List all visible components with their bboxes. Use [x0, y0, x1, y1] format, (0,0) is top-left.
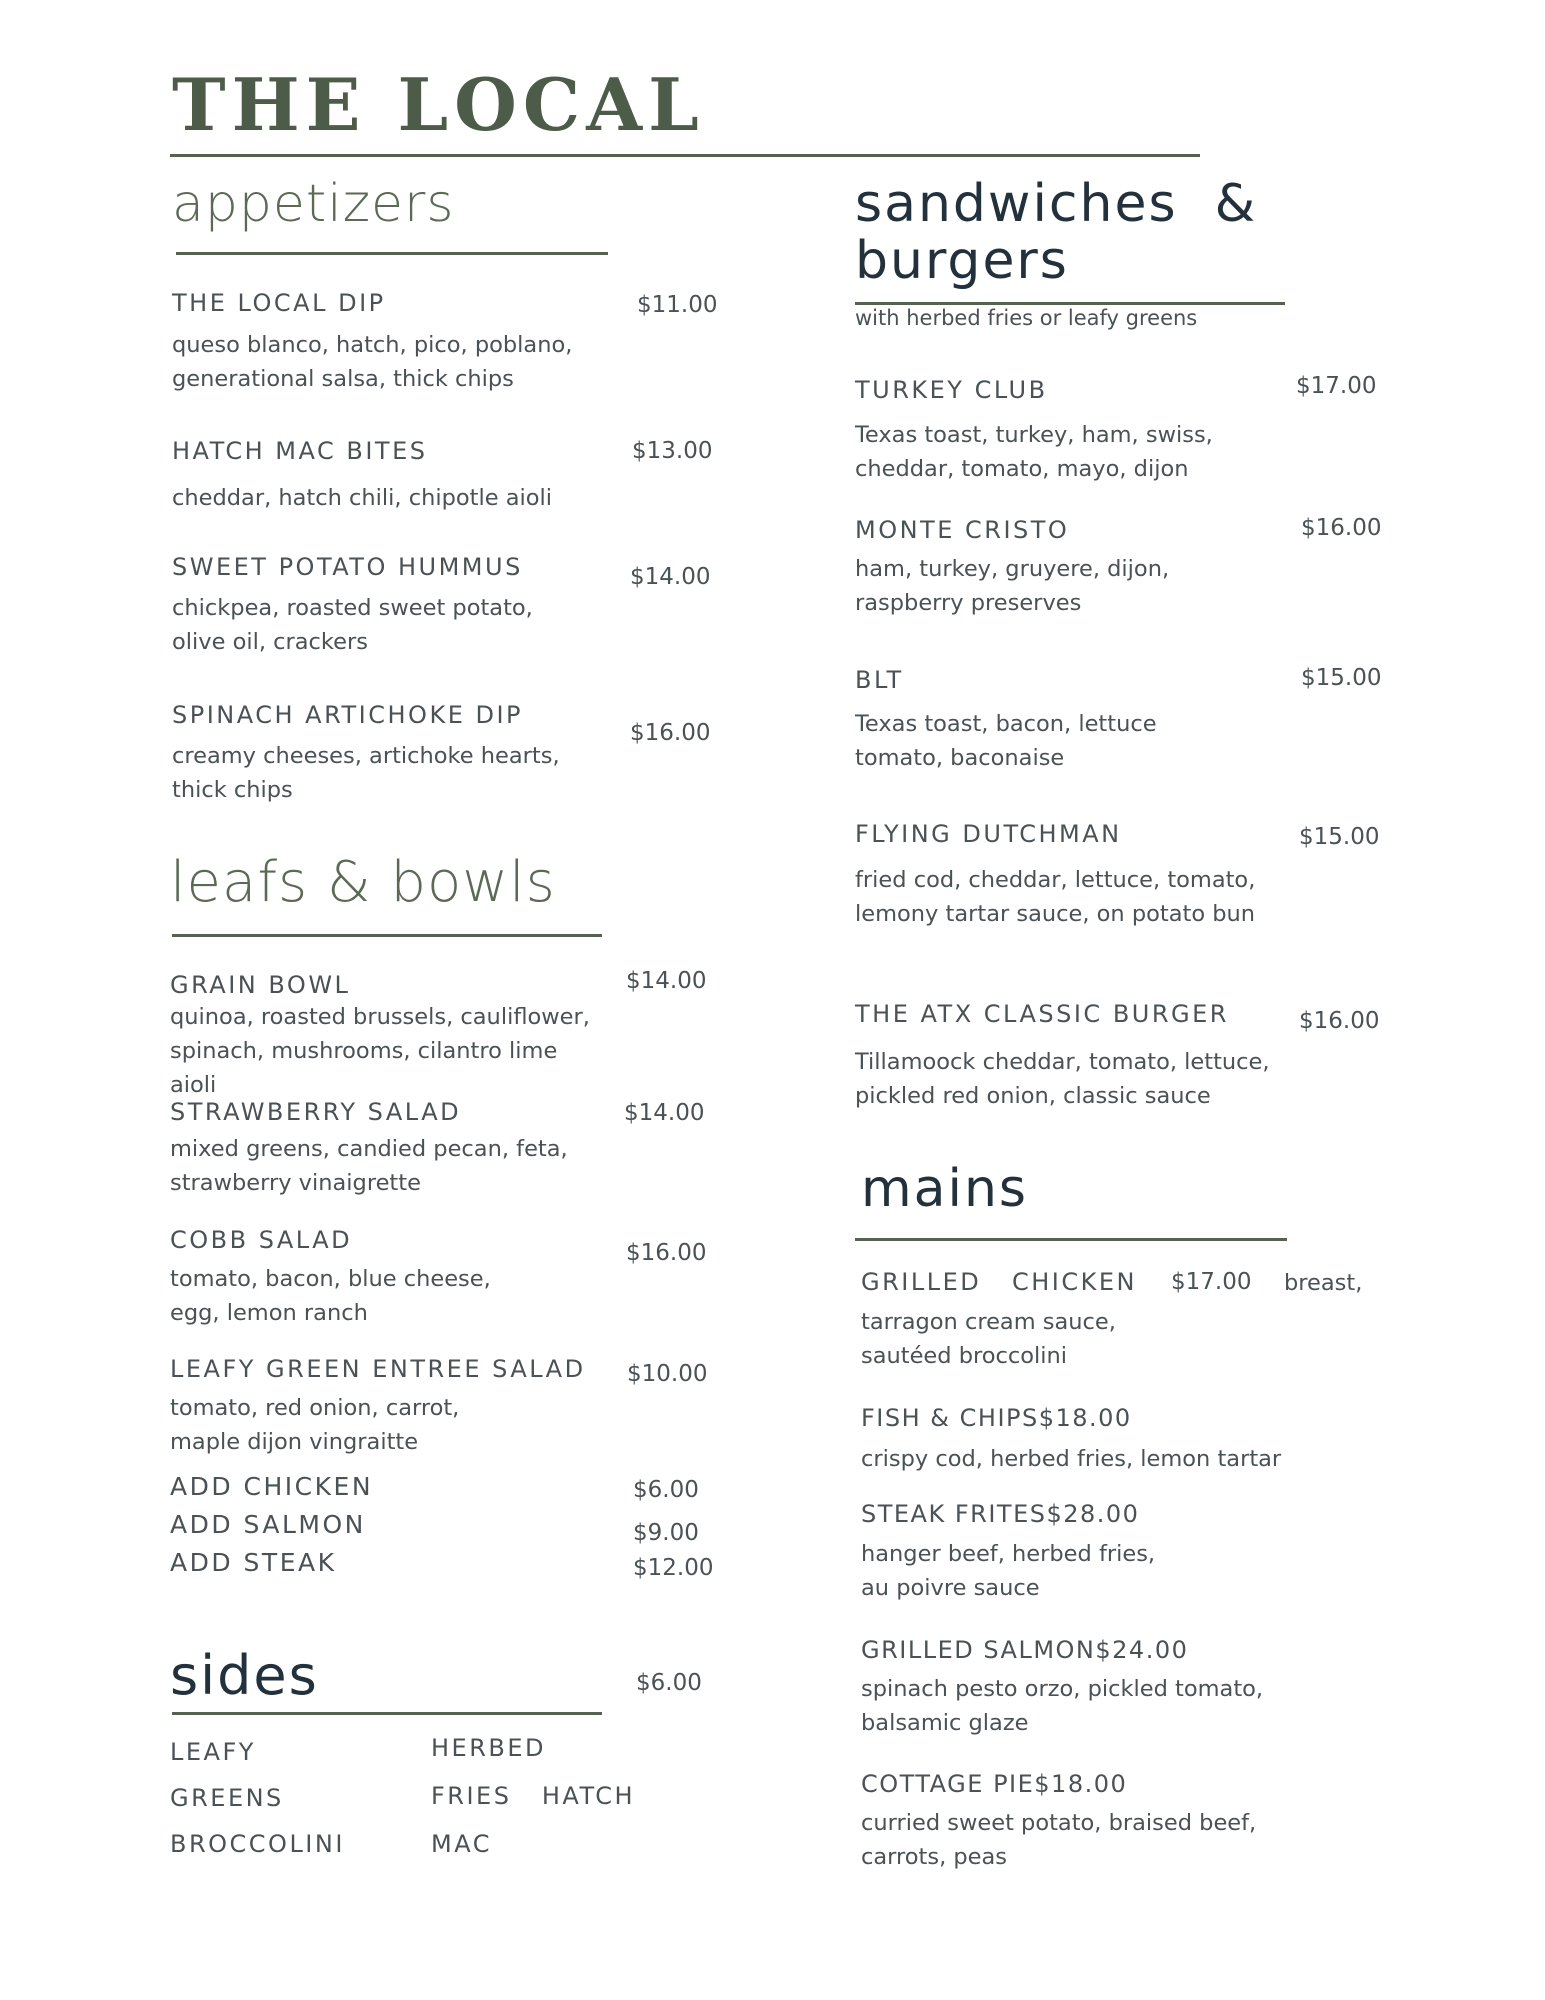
- item-description: tarragon cream sauce, sautéed broccolini: [861, 1309, 1116, 1369]
- item-price: $15.00: [1299, 824, 1380, 850]
- item-description: ham, turkey, gruyere, dijon, raspberry preserves: [855, 556, 1170, 616]
- item-name: HATCH MAC BITES: [172, 437, 428, 465]
- item-name: LEAFY GREEN ENTREE SALAD: [170, 1355, 586, 1383]
- item-description: Texas toast, turkey, ham, swiss, cheddar, tomato, mayo, dijon: [855, 422, 1213, 482]
- item-price: $14.00: [630, 564, 711, 590]
- item-name: GRAIN BOWL: [170, 971, 351, 999]
- item-price: $17.00: [1171, 1269, 1252, 1295]
- item-price: $10.00: [627, 1361, 708, 1387]
- side-item: LEAFY: [170, 1738, 256, 1766]
- item-name: SPINACH ARTICHOKE DIP: [172, 701, 524, 729]
- section-heading-appetizers: appetizers: [172, 174, 455, 234]
- item-price: $13.00: [632, 438, 713, 464]
- item-description: creamy cheeses, artichoke hearts, thick chips: [172, 743, 560, 803]
- item-description: tomato, red onion, carrot, maple dijon vingraitte: [170, 1395, 460, 1455]
- leafs-bowls-rule: [172, 934, 602, 937]
- addon-item: ADD SALMON: [170, 1510, 366, 1539]
- item-description: chickpea, roasted sweet potato, olive oil, crackers: [172, 595, 533, 655]
- section-heading-burgers: burgers: [855, 231, 1069, 291]
- side-item: HERBED: [431, 1734, 546, 1762]
- item-title: FISH & CHIPS$18.00: [861, 1404, 1132, 1432]
- item-description: hanger beef, herbed fries, au poivre sauce: [861, 1541, 1156, 1601]
- item-title: COTTAGE PIE$18.00: [861, 1770, 1128, 1798]
- item-name-part: CHICKEN: [1012, 1268, 1137, 1296]
- mains-rule: [855, 1238, 1287, 1241]
- item-description: curried sweet potato, braised beef, carrots, peas: [861, 1810, 1257, 1870]
- item-description: Tillamoock cheddar, tomato, lettuce, pickled red onion, classic sauce: [855, 1049, 1270, 1109]
- item-price: $14.00: [624, 1100, 705, 1126]
- item-name: SWEET POTATO HUMMUS: [172, 553, 523, 581]
- sides-rule: [172, 1712, 602, 1715]
- item-price: $16.00: [626, 1240, 707, 1266]
- appetizers-rule: [176, 252, 608, 255]
- item-description: mixed greens, candied pecan, feta, strawberry vinaigrette: [170, 1136, 568, 1196]
- restaurant-title: THE LOCAL: [172, 62, 705, 147]
- sides-price: $6.00: [636, 1670, 702, 1696]
- item-description: quinoa, roasted brussels, cauliflower, spinach, mushrooms, cilantro lime aioli: [170, 1004, 590, 1098]
- item-price: $16.00: [630, 720, 711, 746]
- item-title: STEAK FRITES$28.00: [861, 1500, 1140, 1528]
- side-item: FRIES HATCH: [431, 1782, 636, 1810]
- item-name: THE ATX CLASSIC BURGER: [855, 1000, 1229, 1028]
- item-name: MONTE CRISTO: [855, 516, 1070, 544]
- item-price: $16.00: [1301, 515, 1382, 541]
- item-name: THE LOCAL DIP: [172, 289, 386, 317]
- side-item: GREENS: [170, 1784, 284, 1812]
- item-description: queso blanco, hatch, pico, poblano, generational salsa, thick chips: [172, 332, 573, 392]
- side-item: BROCCOLINI: [170, 1830, 345, 1858]
- item-price: $17.00: [1296, 373, 1377, 399]
- item-price: $14.00: [626, 968, 707, 994]
- section-heading-mains: mains: [861, 1159, 1029, 1219]
- item-name: FLYING DUTCHMAN: [855, 820, 1122, 848]
- section-heading-sandwiches: sandwiches &: [855, 174, 1258, 234]
- item-description: cheddar, hatch chili, chipotle aioli: [172, 485, 553, 511]
- section-heading-sides: sides: [170, 1644, 319, 1707]
- sandwiches-rule: [855, 302, 1285, 305]
- addon-item: ADD CHICKEN: [170, 1472, 374, 1501]
- side-item: MAC: [431, 1830, 492, 1858]
- item-description: tomato, bacon, blue cheese, egg, lemon ranch: [170, 1266, 491, 1326]
- addon-item: ADD STEAK: [170, 1548, 337, 1577]
- item-name: TURKEY CLUB: [855, 376, 1048, 404]
- addon-price: $12.00: [633, 1555, 714, 1581]
- item-description: Texas toast, bacon, lettuce tomato, baconaise: [855, 711, 1157, 771]
- item-name-part: GRILLED: [861, 1268, 982, 1296]
- section-subtitle: with herbed fries or leafy greens: [855, 306, 1198, 330]
- item-name: COBB SALAD: [170, 1226, 353, 1254]
- item-price: $11.00: [637, 292, 718, 318]
- item-description: spinach pesto orzo, pickled tomato, balsamic glaze: [861, 1676, 1264, 1736]
- item-price: $16.00: [1299, 1008, 1380, 1034]
- title-rule: [170, 154, 1200, 157]
- item-description: fried cod, cheddar, lettuce, tomato, lemony tartar sauce, on potato bun: [855, 867, 1256, 927]
- addon-price: $9.00: [633, 1520, 699, 1546]
- item-name: STRAWBERRY SALAD: [170, 1098, 462, 1126]
- item-title: GRILLED SALMON$24.00: [861, 1636, 1189, 1664]
- item-description-start: breast,: [1284, 1270, 1363, 1296]
- item-name: BLT: [855, 666, 904, 694]
- item-price: $15.00: [1301, 665, 1382, 691]
- addon-price: $6.00: [633, 1477, 699, 1503]
- item-description: crispy cod, herbed fries, lemon tartar: [861, 1446, 1282, 1472]
- section-heading-leafs-bowls: leafs & bowls: [170, 850, 556, 915]
